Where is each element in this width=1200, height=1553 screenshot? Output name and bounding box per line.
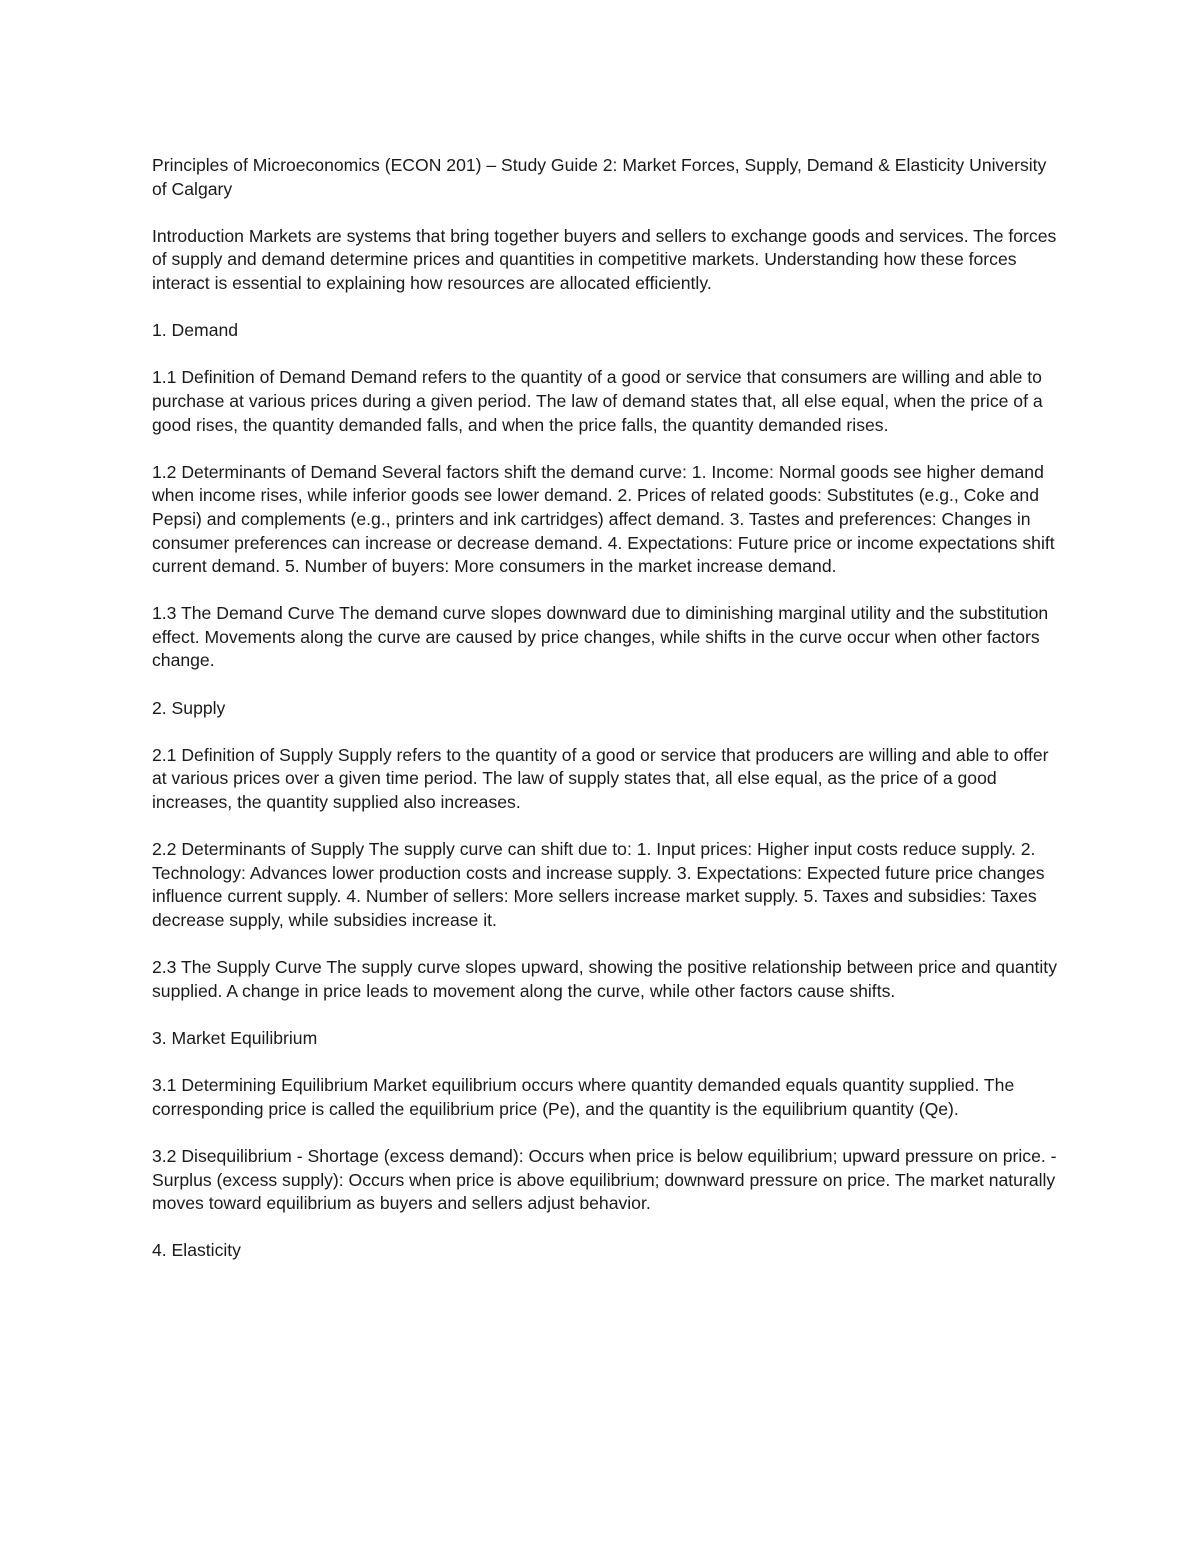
introduction-paragraph: Introduction Markets are systems that bring together buyers and sellers to exchange goods and services. The forces of supply and demand determine prices and quantities in competitive markets. Understanding how these forces interact is essential to explaining how resources are allocated efficiently. [152, 225, 1057, 293]
section-heading-supply: 2. Supply [152, 697, 226, 718]
paragraph-determinants-of-demand: 1.2 Determinants of Demand Several factors shift the demand curve: 1. Income: Normal goods see higher demand when income rises, while inferior goods see lower demand. 2. Prices of related goods: Substitutes (e.g., Coke and Pepsi) and complements (e.g., printers and ink cartridges) affect demand. 3. Tastes and preferences: Changes in consumer preferences can increase or decrease demand. 4. Expectations: Future price or income expectations shift current demand. 5. Number of buyers: More consumers in the market increase demand. [152, 461, 1055, 577]
paragraph-definition-of-supply: 2.1 Definition of Supply Supply refers to the quantity of a good or service that producers are willing and able to offer at various prices over a given time period. The law of supply states that, all else equal, as the price of a good increases, the quantity supplied also increases. [152, 744, 1049, 813]
paragraph-demand-curve: 1.3 The Demand Curve The demand curve slopes downward due to diminishing marginal utility and the substitution effect. Movements along the curve are caused by price changes, while shifts in the curve occur when other factors change. [152, 603, 1049, 671]
section-heading-market-equilibrium: 3. Market Equilibrium [152, 1027, 318, 1048]
section-heading-demand: 1. Demand [152, 320, 239, 341]
document-body [152, 154, 1057, 1287]
paragraph-disequilibrium: 3.2 Disequilibrium - Shortage (excess demand): Occurs when price is below equilibrium; upward pressure on price. - Surplus (excess supply): Occurs when price is above equilibrium; downward pressure on price. The market naturally moves toward equilibrium as buyers and sellers adjust behavior. [152, 1145, 1057, 1214]
paragraph-determinants-of-supply: 2.2 Determinants of Supply The supply curve can shift due to: 1. Input prices: Higher input costs reduce supply. 2. Technology: Advances lower production costs and increase supply. 3. Expectations: Expected future price changes influence current supply. 4. Number of sellers: More sellers increase market supply. 5. Taxes and subsidies: Taxes decrease supply, while subsidies increase it. [152, 839, 1045, 930]
paragraph-supply-curve: 2.3 The Supply Curve The supply curve slopes upward, showing the positive relationship between price and quantity supplied. A change in price leads to movement along the curve, while other factors cause shifts. [152, 957, 1057, 1001]
paragraph-determining-equilibrium: 3.1 Determining Equilibrium Market equilibrium occurs where quantity demanded equals quantity supplied. The corresponding price is called the equilibrium price (Pe), and the quantity is the equilibrium quantity (Qe). [152, 1075, 1015, 1119]
paragraph-definition-of-demand: 1.1 Definition of Demand Demand refers to the quantity of a good or service that consumers are willing and able to purchase at various prices during a given period. The law of demand states that, all else equal, when the price of a good rises, the quantity demanded falls, and when the price falls, the quantity demanded rises. [152, 367, 1043, 435]
document-title: Principles of Microeconomics (ECON 201) – Study Guide 2: Market Forces, Supply, Demand & Elasticity University of Calgary [152, 155, 1047, 199]
section-heading-elasticity: 4. Elasticity [152, 1240, 241, 1261]
